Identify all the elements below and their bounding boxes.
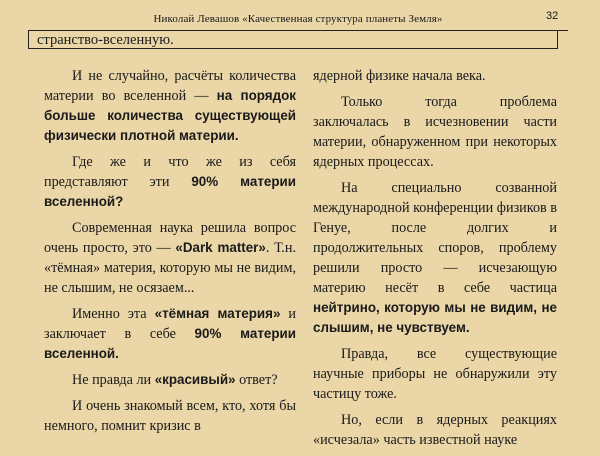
paragraph xyxy=(44,66,296,146)
text-run: ядерной физике начала века. xyxy=(313,68,486,84)
paragraph xyxy=(313,66,557,86)
paragraph xyxy=(313,178,557,338)
right-column xyxy=(313,66,557,456)
bold-text: «красивый» xyxy=(154,372,236,387)
bold-text: «тёмная материя» xyxy=(154,306,281,321)
text-run: Современная наука решила вопрос очень просто, это — xyxy=(44,220,296,256)
paragraph xyxy=(44,396,296,436)
paragraph xyxy=(44,370,296,390)
text-run: Не правда ли xyxy=(72,372,155,388)
paragraph xyxy=(44,304,296,364)
page-number: 32 xyxy=(546,10,559,22)
bold-text: нейтрино, которую мы не видим, не слышим, не чувствуем. xyxy=(313,300,557,335)
carry-over-box xyxy=(28,31,558,49)
text-run: И очень знакомый всем, кто, хотя бы немного, помнит кризис в xyxy=(44,398,296,434)
text-run: Только тогда проблема заключалась в исчезновении части материи, обнаруженном при некоторых ядерных процессах. xyxy=(313,94,557,170)
text-run: Правда, все существующие научные приборы не обнаружили эту частицу тоже. xyxy=(313,346,557,402)
left-column xyxy=(44,66,296,442)
text-run: На специально созванной международной конференции физиков в Генуе, после долгих и продолжительных споров, проблему решили просто — исчезающую материю несёт в себе частица xyxy=(313,180,557,296)
text-run: Но, если в ядерных реакциях «исчезала» часть известной науке xyxy=(313,412,557,448)
text-run: Где же и что же из себя представляют эти xyxy=(44,154,296,190)
text-run: Именно эта xyxy=(72,306,155,322)
paragraph xyxy=(44,218,296,298)
carry-over-text: странство-вселенную. xyxy=(37,32,174,48)
paragraph xyxy=(313,92,557,172)
header-title: Николай Левашов «Качественная структура планеты Земля» xyxy=(153,13,443,25)
bold-text: «Dark matter» xyxy=(175,240,266,255)
paragraph xyxy=(44,152,296,212)
bold-text: на порядок больше количества существующей физически плотной материи. xyxy=(44,88,296,143)
paragraph xyxy=(313,410,557,450)
text-run: и заключает в себе xyxy=(44,306,297,342)
bold-text: 90% материи вселенной? xyxy=(44,174,296,209)
text-run: И не случайно, расчёты количества материи во вселенной — xyxy=(44,68,296,104)
bold-text: 90% материи вселенной. xyxy=(44,326,296,361)
paragraph xyxy=(313,344,557,404)
running-header xyxy=(28,8,568,31)
text-run: . Т.н. «тёмная» материя, которую мы не видим, не слышим, не осязаем... xyxy=(44,240,296,296)
text-run: ответ? xyxy=(235,372,278,388)
